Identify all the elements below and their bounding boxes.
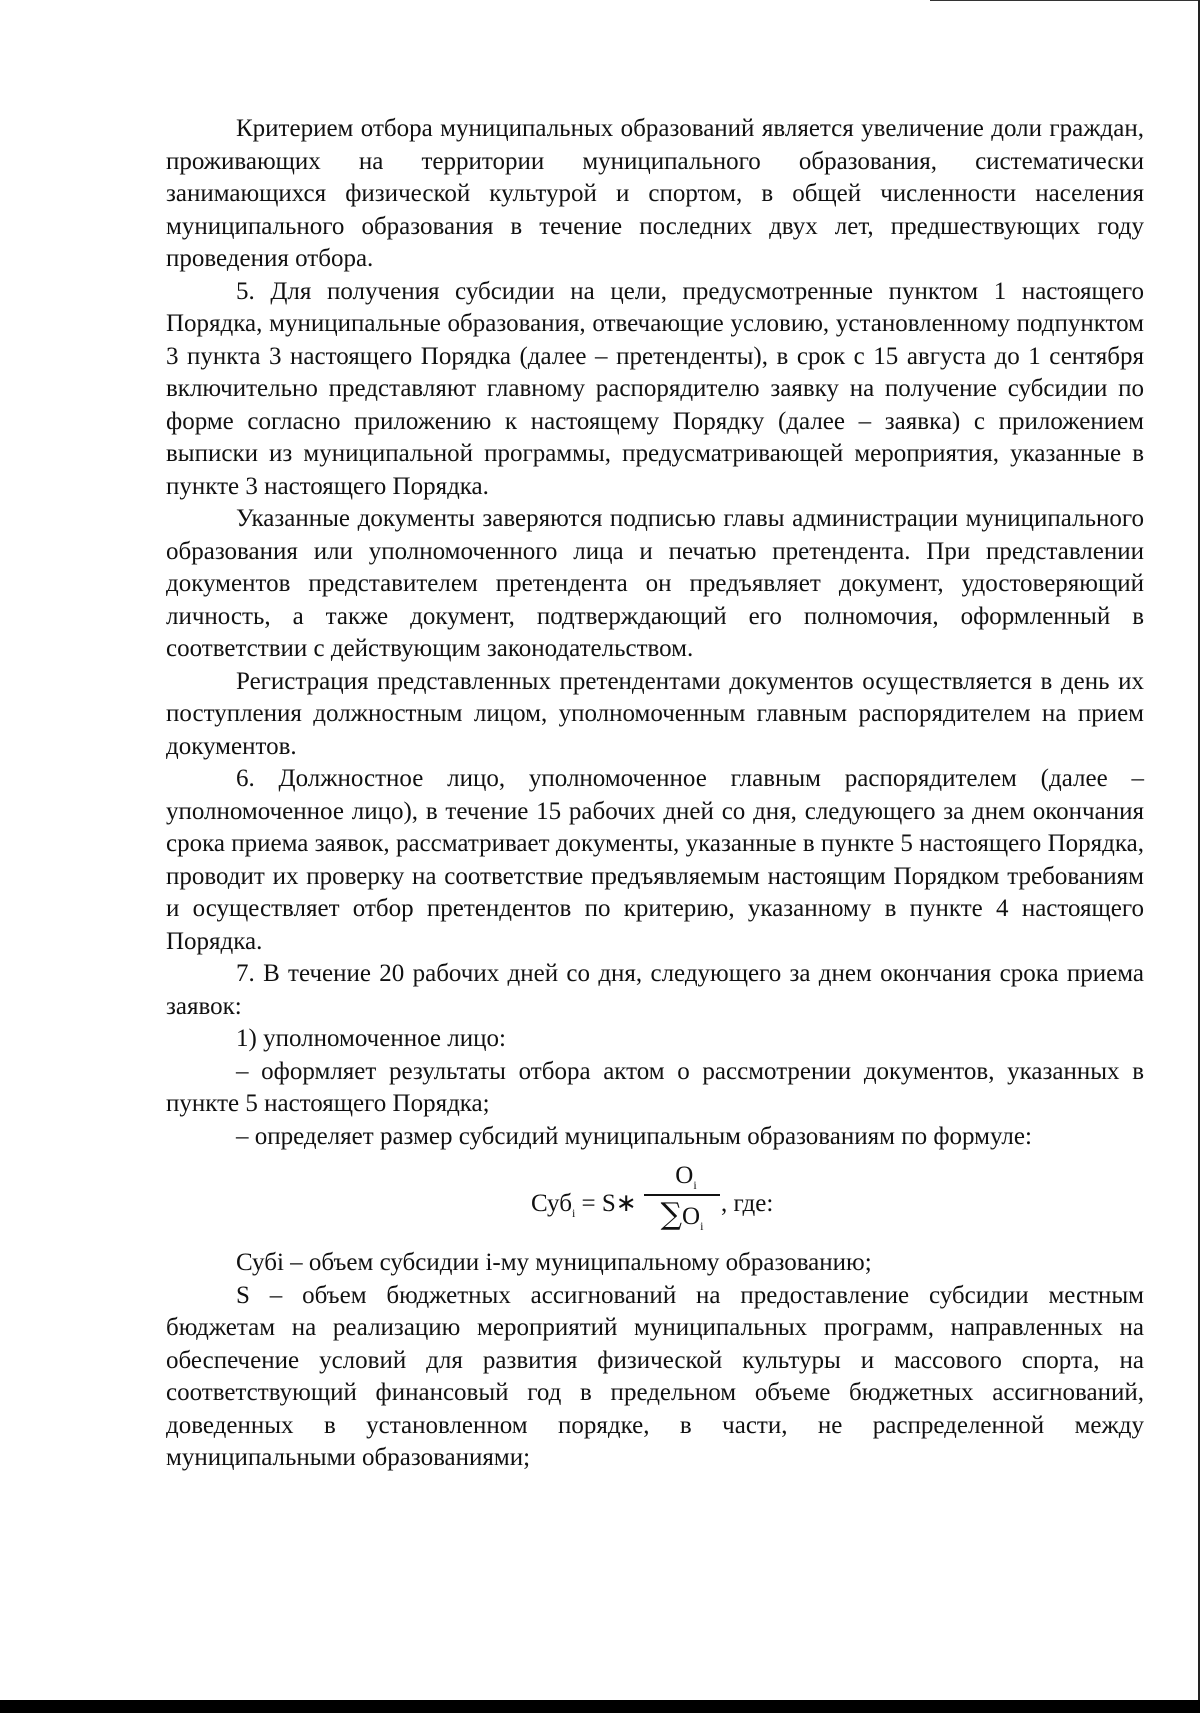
formula-fraction (644, 1163, 720, 1232)
paragraph-sub-definition: Субi – объем субсидии i-му муниципальному образованию; (236, 1249, 872, 1276)
paragraph-item-7: 7. В течение 20 рабочих дней со дня, следующего за днем окончания срока приема заявок: (166, 960, 1144, 1020)
formula-numerator-base: O (675, 1162, 694, 1189)
paragraph-subitem-1: 1) уполномоченное лицо: (236, 1025, 506, 1052)
sigma-symbol: ∑ (660, 1196, 682, 1232)
paragraph-dash-results: – оформляет результаты отбора актом о рассмотрении документов, указанных в пункте 5 настоящего Порядка; (166, 1057, 1144, 1117)
formula-lhs (531, 1191, 637, 1219)
paragraph-item-5: 5. Для получения субсидии на цели, предусмотренные пунктом 1 настоящего Порядка, муниципальные образования, отвечающие условию, установленному подпунктом 3 пункта 3 настоящего Порядка (далее – претенденты), в срок с 15 августа до 1 сентября включительно представляют главному распорядителю заявку на получение субсидии по форме согласно приложению к настоящему Порядку (далее – заявка) с приложением выписки из муниципальной программы, предусматривающей мероприятия, указанные в пункте 3 настоящего Порядка. (166, 277, 1144, 500)
paragraph-criterion: Критерием отбора муниципальных образований является увеличение доли граждан, проживающих на территории муниципального образования, систематически занимающихся физической культурой и спортом, в общей численности населения муниципального образования в течение последних двух лет, предшествующих году проведения отбора. (166, 115, 1144, 272)
formula-numerator (644, 1163, 720, 1191)
formula-denominator (644, 1196, 720, 1233)
scan-bottom-edge (0, 1700, 1200, 1713)
paragraph-s-definition: S – объем бюджетных ассигнований на предоставление субсидии местным бюджетам на реализацию мероприятий муниципальных программ, направленных на обеспечение условий для развития физической культуры и массового спорта, на соответствующий финансовый год в предельном объеме бюджетных ассигнований, доведенных в установленном порядке, в части, не распределенной между муниципальными образованиями; (166, 1281, 1144, 1471)
paragraph-dash-formula-intro: – определяет размер субсидий муниципальным образованиям по формуле: (236, 1122, 1032, 1150)
formula-tail: , где: (721, 1190, 774, 1217)
formula-lhs-subscript: i (571, 1206, 576, 1220)
paragraph-documents-certification: Указанные документы заверяются подписью главы администрации муниципального образования или уполномоченного лица и печатью претендента. При представлении документов представителем претендента он предъявляет документ, удостоверяющий личность, а также документ, подтверждающий его полномочия, оформленный в соответствии с действующим законодательством. (166, 505, 1144, 662)
formula-denominator-subscript: i (700, 1218, 704, 1233)
document-page (166, 113, 1144, 1475)
fraction-bar (644, 1194, 720, 1196)
formula-lhs-base: Суб (531, 1190, 572, 1217)
formula-numerator-subscript: i (693, 1178, 697, 1192)
paragraph-item-6: 6. Должностное лицо, уполномоченное главным распорядителем (далее – уполномоченное лицо), в течение 15 рабочих дней со дня, следующего за днем окончания срока приема заявок, рассматривает документы, указанные в пункте 5 настоящего Порядка, проводит их проверку на соответствие предъявляемым настоящим Порядком требованиям и осуществляет отбор претендентов по критерию, указанному в пункте 4 настоящего Порядка. (166, 765, 1144, 955)
top-border-line (930, 0, 1200, 1)
formula-equals: = S∗ (575, 1190, 637, 1217)
formula-block (166, 1157, 1144, 1241)
formula-denominator-base: O (682, 1202, 701, 1230)
paragraph-registration: Регистрация представленных претендентами документов осуществляется в день их поступления должностным лицом, уполномоченным главным распорядителем на прием документов. (166, 667, 1144, 760)
